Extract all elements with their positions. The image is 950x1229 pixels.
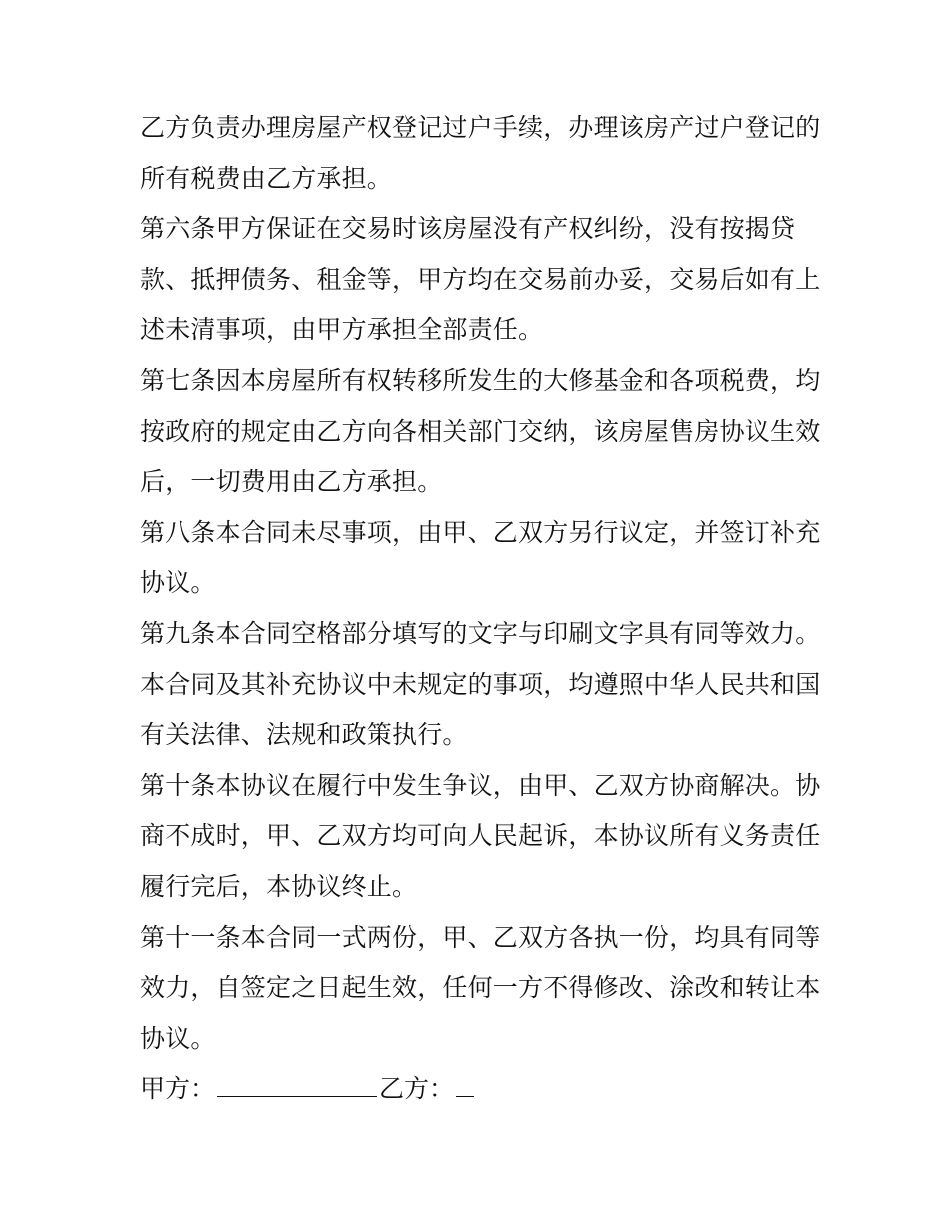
text-line: 第九条本合同空格部分填写的文字与印刷文字具有同等效力。: [140, 618, 821, 648]
text-line: 乙方负责办理房屋产权登记过户手续，办理该房产过户登记的: [140, 113, 821, 142]
party-a-signature-blank: [217, 1074, 377, 1097]
text-line: 第十一条本合同一式两份，甲、乙双方各执一份，均具有同等: [140, 922, 821, 952]
text-line: 按政府的规定由乙方向各相关部门交纳，该房屋售房协议生效: [140, 416, 821, 446]
text-line: 第六条甲方保证在交易时该房屋没有产权纠纷，没有按揭贷: [140, 214, 796, 244]
text-line: 有关法律、法规和政策执行。: [140, 720, 468, 750]
signature-line: [140, 1064, 820, 1115]
text-line: 后，一切费用由乙方承担。: [140, 467, 443, 497]
party-a-label: 甲方：: [140, 1074, 216, 1104]
text-line: 履行完后，本协议终止。: [140, 871, 418, 901]
text-line: 本合同及其补充协议中未规定的事项，均遵照中华人民共和国: [140, 669, 821, 699]
text-line: 款、抵押债务、租金等，甲方均在交易前办妥，交易后如有上: [140, 264, 821, 294]
text-line: 协议。: [140, 568, 216, 598]
document-body: [140, 103, 820, 1115]
text-line: 协议。: [140, 1023, 216, 1053]
text-line: 效力，自签定之日起生效，任何一方不得修改、涂改和转让本: [140, 973, 821, 1003]
text-line: 第八条本合同未尽事项，由甲、乙双方另行议定，并签订补充: [140, 517, 821, 547]
party-b-signature-blank: [456, 1074, 474, 1097]
party-b-label: 乙方：: [379, 1074, 455, 1104]
text-line: 第七条因本房屋所有权转移所发生的大修基金和各项税费，均: [140, 365, 821, 395]
text-line: 商不成时，甲、乙双方均可向人民起诉，本协议所有义务责任: [140, 821, 821, 851]
text-line: 第十条本协议在履行中发生争议，由甲、乙双方协商解决。协: [140, 770, 821, 800]
text-line: 述未清事项，由甲方承担全部责任。: [140, 315, 544, 345]
text-line: 所有税费由乙方承担。: [140, 163, 393, 193]
